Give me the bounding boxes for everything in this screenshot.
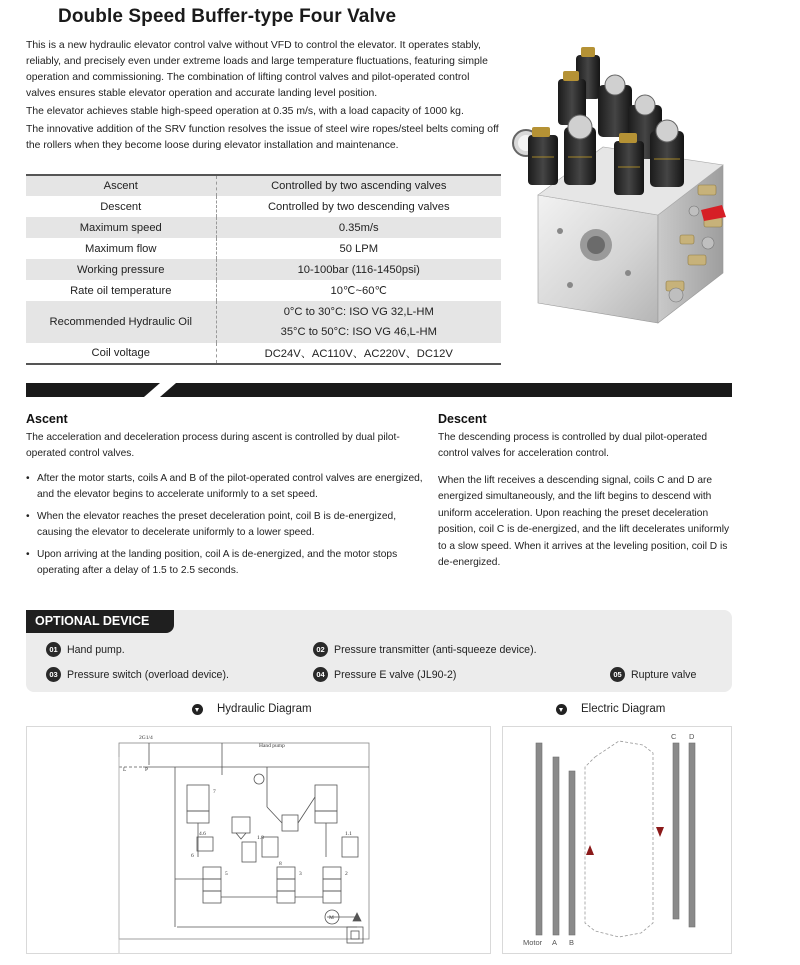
valve-product-image <box>508 45 748 335</box>
chevron-down-icon <box>192 704 203 715</box>
spec-row <box>26 175 501 196</box>
descent-text-2: When the lift receives a descending signal, coils C and D are energized simultaneously, and the lift begins to descend with uniform acceleration. Upon reaching the preset deceleration position, coil C is de-energized, and the lift decelerates uniformly to a slow speed. When it arrives at the leveling position, coil D is de-energized. <box>438 474 730 568</box>
optional-item-label: Pressure transmitter (anti-squeeze device). <box>334 643 537 656</box>
hydraulic-label-top: 2G1/4 <box>139 735 153 741</box>
electric-label-d: D <box>689 732 695 741</box>
spec-value: 10℃~60℃ <box>330 285 388 297</box>
chevron-down-icon <box>556 704 567 715</box>
hydraulic-label-n2: 3 <box>299 871 302 877</box>
spec-value: Controlled by two ascending valves <box>216 175 501 196</box>
intro-paragraph-1: This is a new hydraulic elevator control valve without VFD to control the elevator. It operates stably, reliably, and precisely even under extreme loads and large temperature fluctuations, featuring simple operation and commissioning. The combination of lifting control valves and pilot-operated control valves ensures stable elevator operation and accurate landing level position. <box>26 40 488 99</box>
optional-item <box>313 642 537 657</box>
spec-row <box>26 196 501 217</box>
list-item: • Upon arriving at the landing position, coil A is de-energized, and the motor stops operating after a delay of 1.5 to 2.5 seconds. <box>26 547 431 580</box>
hydraulic-diagram-title: Hydraulic Diagram <box>217 703 312 715</box>
electric-label-a: A <box>552 938 558 947</box>
number-badge: 01 <box>46 642 61 657</box>
descent-section <box>438 411 738 572</box>
optional-item-label: Pressure E valve (JL90-2) <box>334 668 457 681</box>
spec-key: Recommended Hydraulic Oil <box>26 301 216 343</box>
hydraulic-label-p: P <box>145 767 149 773</box>
optional-item <box>610 667 696 682</box>
spec-key: Rate oil temperature <box>26 280 216 301</box>
ascent-heading: Ascent <box>26 412 68 426</box>
number-badge: 04 <box>313 667 328 682</box>
ascent-section <box>26 411 431 585</box>
spec-key: Coil voltage <box>26 343 216 364</box>
spec-value: 50 LPM <box>339 242 379 255</box>
ascent-bullets <box>26 471 431 580</box>
list-item: • When the elevator reaches the preset deceleration point, coil B is de-energized, causing the elevator to decelerate uniformly to a lower speed. <box>26 509 431 542</box>
descent-heading: Descent <box>438 412 487 426</box>
hydraulic-label-m: M <box>329 915 334 921</box>
hydraulic-label-v4: 1.1 <box>345 831 352 837</box>
spec-value-line-1: 0°C to 30°C: ISO VG 32,L-HM <box>283 306 434 318</box>
optional-item-label: Pressure switch (overload device). <box>67 668 229 681</box>
spec-row <box>26 343 501 364</box>
optional-item-label: Hand pump. <box>67 643 125 656</box>
hydraulic-diagram <box>26 726 491 954</box>
intro-paragraph-2: The elevator achieves stable high-speed operation at 0.35 m/s, with a load capacity of 1000 kg. <box>26 106 464 117</box>
page-title: Double Speed Buffer-type Four Valve <box>58 6 397 27</box>
intro-paragraph-3: The innovative addition of the SRV function resolves the issue of steel wire ropes/steel belts coming off the rollers when they become loose during elevator installation and maintenance. <box>26 124 499 151</box>
hydraulic-label-n3: 2 <box>345 871 348 877</box>
number-badge: 03 <box>46 667 61 682</box>
hydraulic-label-v5: 8 <box>279 861 282 867</box>
electric-label-motor: Motor <box>523 938 543 947</box>
electric-label-c: C <box>671 732 677 741</box>
descent-text: The descending process is controlled by dual pilot-operated control valves for acceleration control. <box>438 431 707 459</box>
electric-diagram-heading <box>556 703 665 715</box>
spec-value: DC24V、AC110V、AC220V、DC12V <box>216 343 501 364</box>
spec-key: Working pressure <box>26 259 216 280</box>
hydraulic-label-n1: 5 <box>225 871 228 877</box>
spec-value-line-2: 35°C to 50°C: ISO VG 46,L-HM <box>280 326 437 338</box>
spec-key: Maximum flow <box>26 238 216 259</box>
optional-device-heading: OPTIONAL DEVICE <box>26 610 174 633</box>
hydraulic-schematic <box>27 727 490 953</box>
intro-text <box>26 38 501 156</box>
electric-diagram-title: Electric Diagram <box>581 703 666 715</box>
hydraulic-label-v2: 4.6 <box>199 831 206 837</box>
spec-row <box>26 301 501 343</box>
optional-item <box>313 667 456 682</box>
spec-row <box>26 280 501 301</box>
section-divider-bar <box>26 383 732 397</box>
hydraulic-label-pump: Hand pump <box>259 743 285 749</box>
optional-item <box>46 667 229 682</box>
hydraulic-label-v3: 1.8 <box>257 835 264 841</box>
spec-row <box>26 238 501 259</box>
optional-item <box>46 642 125 657</box>
ascent-text: The acceleration and deceleration process during ascent is controlled by dual pilot-operated control valves. <box>26 431 400 459</box>
spec-value: Controlled by two descending valves <box>267 200 450 213</box>
spec-row <box>26 259 501 280</box>
spec-key: Descent <box>26 196 216 217</box>
optional-item-label: Rupture valve <box>631 668 697 681</box>
electric-diagram <box>502 726 732 954</box>
spec-key: Maximum speed <box>26 217 216 238</box>
number-badge: 05 <box>610 667 625 682</box>
hydraulic-label-v1: 7 <box>213 789 216 795</box>
hydraulic-label-n4: 6 <box>191 853 194 859</box>
spec-table <box>26 174 501 365</box>
list-item: • After the motor starts, coils A and B of the pilot-operated control valves are energized, and the elevator begins to accelerate uniformly to a set speed. <box>26 471 431 504</box>
spec-value: 10-100bar (116-1450psi) <box>297 263 420 276</box>
number-badge: 02 <box>313 642 328 657</box>
spec-row <box>26 217 501 238</box>
spec-value: 0.35m/s <box>338 221 379 234</box>
electric-schematic <box>503 727 731 953</box>
spec-value <box>216 301 501 343</box>
hydraulic-label-l: L <box>123 767 127 773</box>
hydraulic-diagram-heading <box>192 703 312 715</box>
spec-key: Ascent <box>26 175 216 196</box>
electric-label-b: B <box>569 938 575 947</box>
